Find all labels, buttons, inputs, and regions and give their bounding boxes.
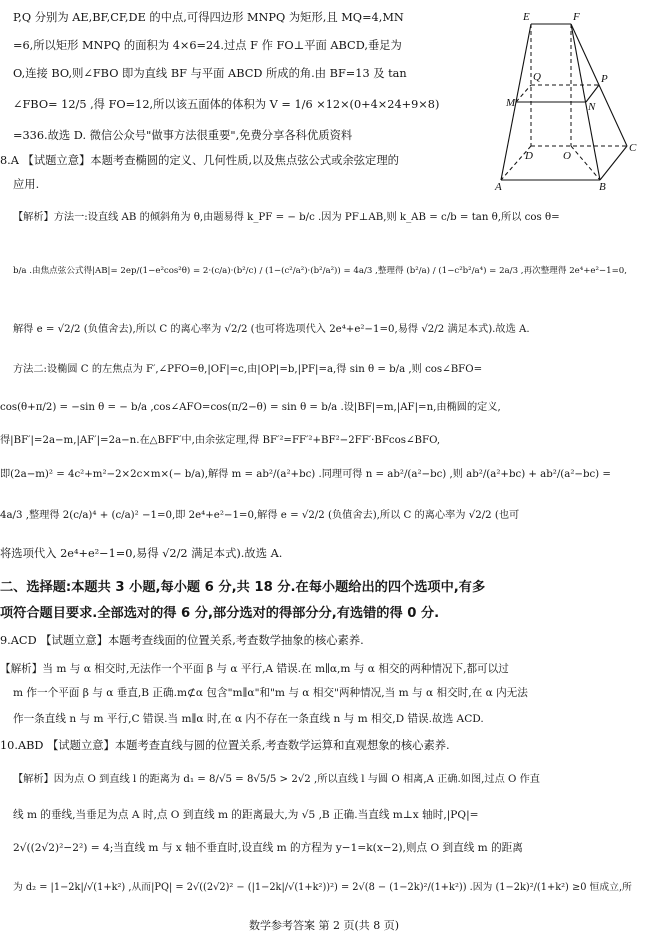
- label-c: C: [629, 142, 637, 154]
- text-line: 线 m 的垂线,当垂足为点 A 时,点 O 到直线 m 的距离最大,为 √5 ,B 正确.当直线 m⊥x 轴时,|PQ|=: [13, 809, 479, 821]
- text-line: O,连接 BO,则∠FBO 即为直线 BF 与平面 ABCD 所成的角.由 BF=13 及 tan: [13, 67, 407, 80]
- section-heading: 项符合题目要求.全部选对的得 6 分,部分选对的得部分分,有选错的得 0 分.: [0, 606, 440, 621]
- text-line: 应用.: [13, 178, 40, 191]
- label-e: E: [523, 11, 530, 23]
- text-line: cos(θ+π/2) = −sin θ = − b/a ,cos∠AFO=cos(π/2−θ) = sin θ = b/a .设|BF|=m,|AF|=n,由椭圆的定义,: [0, 402, 501, 413]
- text-line: 解得 e = √2/2 (负值舍去),所以 C 的离心率为 √2/2 (也可将选项代入 2e⁴+e²−1=0,易得 √2/2 满足本式).故选 A.: [13, 324, 530, 335]
- text-line: =6,所以矩形 MNPQ 的面积为 4×6=24.过点 F 作 FO⊥平面 ABCD,垂足为: [13, 39, 402, 52]
- label-o: O: [563, 150, 571, 162]
- label-f: F: [573, 11, 580, 23]
- page-footer: 数学参考答案 第 2 页(共 8 页): [248, 919, 400, 932]
- text-line: 4a/3 ,整理得 2(c/a)⁴ + (c/a)² −1=0,即 2e⁴+e²−1=0,解得 e = √2/2 (负值舍去),所以 C 的离心率为 √2/2 (也可: [0, 510, 520, 521]
- text-line: =336.故选 D. 微信公众号"做事方法很重要",免费分享各科优质资料: [13, 129, 353, 142]
- text-line: 将选项代入 2e⁴+e²−1=0,易得 √2/2 满足本式).故选 A.: [0, 547, 283, 560]
- label-q: Q: [533, 71, 541, 83]
- label-b: B: [599, 181, 606, 191]
- text-line: b/a .由焦点弦公式得|AB|= 2ep/(1−e²cos²θ) = 2·(c/a)·(b²/c) / (1−(c²/a²)·(b²/a²)) = 4a/3 ,整理得 (b²/a) / (1−c²b²/a⁴) = 2a/3 ,再次整理得 2e⁴+e²−1=0,: [13, 266, 628, 276]
- text-line: 方法二:设椭圆 C 的左焦点为 F′,∠PFO=θ,|OF|=c,由|OP|=b,|PF|=a,得 sin θ = b/a ,则 cos∠BFO=: [13, 364, 483, 375]
- text-line: 【解析】方法一:设直线 AB 的倾斜角为 θ,由题易得 k_PF = − b/c .因为 PF⊥AB,则 k_AB = c/b = tan θ,所以 cos θ=: [13, 212, 560, 223]
- text-line: P,Q 分别为 AE,BF,CF,DE 的中点,可得四边形 MNPQ 为矩形,且 MQ=4,MN: [13, 11, 404, 24]
- text-line: 10.ABD 【试题立意】本题考查直线与圆的位置关系,考查数学运算和直观想象的核心素养.: [0, 739, 450, 752]
- text-line: 8.A 【试题立意】本题考查椭圆的定义、几何性质,以及焦点弦公式或余弦定理的: [0, 154, 399, 167]
- text-line: 【解析】当 m 与 α 相交时,无法作一个平面 β 与 α 平行,A 错误.在 m∥α,m 与 α 相交的两种情况下,都可以过: [0, 663, 509, 675]
- text-line: 为 d₂ = |1−2k|/√(1+k²) ,从而|PQ| = 2√((2√2)² − (|1−2k|/√(1+k²))²) = 2√(8 − (1−2k)²/(1+k²)) .因为 (1−2k)²/(1+k²) ≥0 恒成立,所: [13, 882, 632, 893]
- text-line: 作一条直线 n 与 m 平行,C 错误.当 m∥α 时,在 α 内不存在一条直线 n 与 m 相交,D 错误.故选 ACD.: [13, 713, 484, 725]
- text-line: 得|BF′|=2a−m,|AF′|=2a−n.在△BFF′中,由余弦定理,得 BF′²=FF′²+BF²−2FF′·BFcos∠BFO,: [0, 435, 441, 446]
- text-line: 【解析】因为点 O 到直线 l 的距离为 d₁ = 8/√5 = 8√5/5 > 2√2 ,所以直线 l 与圆 O 相离,A 正确.如图,过点 O 作直: [13, 774, 540, 785]
- label-d: D: [525, 150, 533, 162]
- text-line: 即(2a−m)² = 4c²+m²−2×2c×m×(− b/a),解得 m = ab²/(a²+bc) .同理可得 n = ab²/(a²−bc) ,则 ab²/(a²+bc) + ab²/(a²−bc) =: [0, 469, 611, 480]
- text-line: ∠FBO= 12/5 ,得 FO=12,所以该五面体的体积为 V = 1/6 ×12×(0+4×24+9×8): [13, 98, 440, 111]
- text-line: 2√((2√2)²−2²) = 4;当直线 m 与 x 轴不垂直时,设直线 m 的方程为 y−1=k(x−2),则点 O 到直线 m 的距离: [13, 842, 523, 854]
- section-heading: 二、选择题:本题共 3 小题,每小题 6 分,共 18 分.在每小题给出的四个选项中,有多: [0, 580, 486, 595]
- label-a: A: [495, 181, 502, 191]
- pentahedron-figure: [493, 6, 643, 191]
- text-line: 9.ACD 【试题立意】本题考查线面的位置关系,考查数学抽象的核心素养.: [0, 634, 364, 647]
- label-n: N: [588, 101, 596, 113]
- text-line: m 作一个平面 β 与 α 垂直,B 正确.m⊄α 包含"m∥α"和"m 与 α 相交"两种情况,当 m 与 α 相交时,在 α 内无法: [13, 687, 528, 699]
- label-p: P: [601, 73, 608, 85]
- label-m: M: [506, 97, 516, 109]
